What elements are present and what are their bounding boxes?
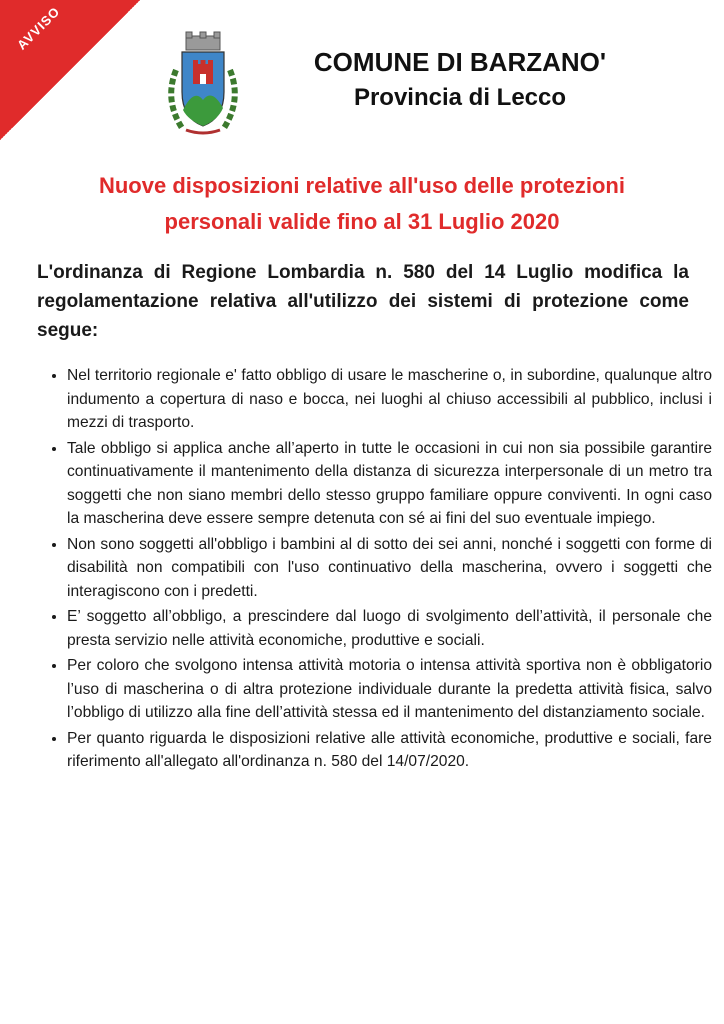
province-name: Provincia di Lecco: [353, 84, 567, 111]
intro-paragraph: L'ordinanza di Regione Lombardia n. 580 del 14 Luglio modifica la regolamentazione relativa all'utilizzo dei sistemi di protezione come segue:: [37, 262, 689, 341]
municipality-header: [260, 44, 660, 116]
list-item: • Tale obbligo si applica anche all’aperto in tutte le occasioni in cui non sia possibile garantire continuativamente il mantenimento della distanza di sicurezza interpersonale di un metro tra soggetti che non siano membri dello stesso gruppo familiare oppure conviventi. In ogni caso la mascherina deve essere sempre detenuta con sé ai fini del suo eventuale impiego.: [67, 437, 712, 531]
municipality-name: COMUNE DI BARZANO': [313, 47, 607, 77]
list-item: • E’ soggetto all’obbligo, a prescindere dal luogo di svolgimento dell’attività, il personale che presta servizio nelle attività economiche, produttive e sociali.: [67, 605, 712, 652]
notice-headline: [40, 168, 684, 240]
list-item: • Nel territorio regionale e' fatto obbligo di usare le mascherine o, in subordine, qualunque altro indumento a copertura di naso e bocca, nei luoghi al chiuso accessibili al pubblico, inclusi i mezzi di trasporto.: [67, 364, 712, 435]
headline-line-2: personali valide fino al 31 Luglio 2020: [164, 209, 560, 234]
list-item: • Non sono soggetti all'obbligo i bambini al di sotto dei sei anni, nonché i soggetti con forme di disabilità non compatibili con l'uso continuativo della mascherina, ovvero i soggetti che interagiscono con i predetti.: [67, 533, 712, 604]
municipal-coat-of-arms-icon: [160, 30, 246, 140]
provisions-list: [45, 364, 712, 776]
list-item: • Per quanto riguarda le disposizioni relative alle attività economiche, produttive e sociali, fare riferimento all'allegato all'ordinanza n. 580 del 14/07/2020.: [67, 727, 712, 774]
avviso-label: AVVISO: [14, 3, 63, 53]
headline-line-1: Nuove disposizioni relative all'uso delle protezioni: [98, 173, 625, 198]
avviso-corner-banner: [0, 0, 140, 140]
list-item: • Per coloro che svolgono intensa attività motoria o intensa attività sportiva non è obbligatorio l’uso di mascherina o di altra protezione individuale durante la predetta attività fisica, salvo l’obbligo di utilizzo alla fine dell’attività stessa ed il mantenimento del distanziamento sociale.: [67, 654, 712, 725]
